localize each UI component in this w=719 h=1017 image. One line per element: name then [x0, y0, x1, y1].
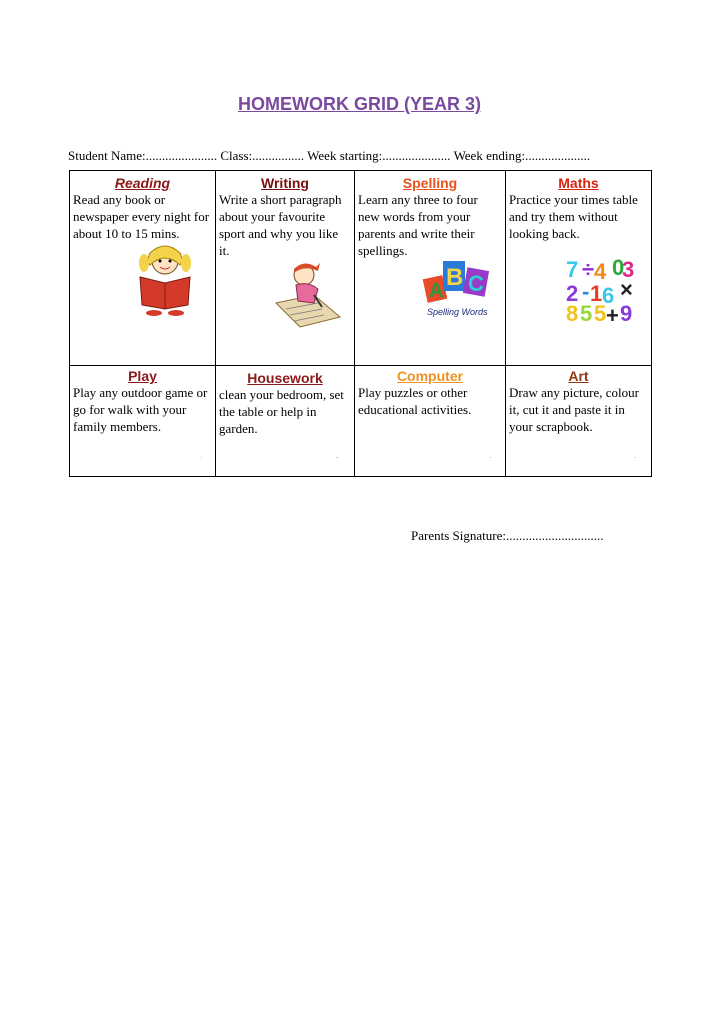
svg-text:A: A	[429, 280, 444, 302]
svg-text:C: C	[468, 271, 484, 296]
cell-maths	[506, 171, 652, 366]
svg-text:8: 8	[566, 301, 579, 325]
svg-text:3: 3	[622, 257, 635, 282]
cell-text: Write a short paragraph about your favourite sport and why you like it.	[219, 192, 342, 258]
svg-text:7: 7	[566, 257, 579, 282]
cell-heading: Reading	[114, 175, 171, 191]
svg-text:9: 9	[620, 301, 633, 325]
cell-writing	[216, 171, 355, 366]
icon-caption: Spelling Words	[427, 307, 488, 317]
parents-signature-line: Parents Signature:..............................	[411, 528, 604, 543]
svg-text:6: 6	[602, 283, 615, 308]
svg-text:1: 1	[590, 281, 603, 306]
svg-text:-: -	[582, 279, 590, 304]
student-info-line: Student Name:...................... Class:................ Week starting:..................... Week ending:....................	[68, 148, 591, 163]
svg-text:2: 2	[566, 281, 579, 306]
svg-text:÷: ÷	[582, 257, 595, 282]
cell-computer: Computer Play puzzles or other educational activities. .	[355, 366, 506, 477]
svg-text:0: 0	[612, 255, 625, 280]
cell-text: Learn any three to four new words from your parents and write their spellings.	[358, 192, 478, 258]
svg-text:5: 5	[580, 301, 593, 325]
page-title: HOMEWORK GRID (YEAR 3)	[238, 94, 481, 114]
svg-text:×: ×	[620, 277, 633, 302]
abc-blocks-icon	[421, 257, 493, 319]
cell-text: clean your bedroom, set the table or help in garden.	[219, 387, 344, 436]
girl-reading-book-icon	[132, 243, 198, 317]
svg-text:4: 4	[594, 259, 607, 284]
cell-art: Art Draw any picture, colour it, cut it and paste it in your scrapbook. .	[506, 366, 652, 477]
cell-text: Practice your times table and try them without looking back.	[509, 192, 638, 241]
cell-text: Play puzzles or other educational activities.	[358, 385, 472, 417]
cell-text: Draw any picture, colour it, cut it and paste it in your scrapbook.	[509, 385, 639, 434]
cell-heading: Writing	[261, 175, 309, 191]
homework-grid	[69, 170, 652, 477]
svg-text:5: 5	[594, 301, 607, 325]
cell-text: Play any outdoor game or go for walk with your family members.	[73, 385, 208, 434]
cell-housework: Housework clean your bedroom, set the table or help in garden. .	[216, 366, 355, 477]
cell-heading: Play	[128, 368, 157, 384]
cell-heading: Housework	[247, 370, 323, 386]
svg-text:+: +	[606, 303, 619, 325]
child-writing-icon	[274, 259, 342, 329]
cell-spelling	[355, 171, 506, 366]
cell-heading: Computer	[396, 368, 464, 384]
cell-reading	[70, 171, 216, 366]
cell-heading: Maths	[558, 175, 599, 191]
colorful-numbers-icon	[564, 255, 636, 325]
cell-heading: Spelling	[402, 175, 458, 191]
cell-text: Read any book or newspaper every night for about 10 to 15 mins.	[73, 192, 210, 241]
cell-heading: Art	[568, 368, 589, 384]
svg-text:B: B	[446, 264, 464, 291]
cell-play: Play Play any outdoor game or go for walk with your family members. .	[70, 366, 216, 477]
